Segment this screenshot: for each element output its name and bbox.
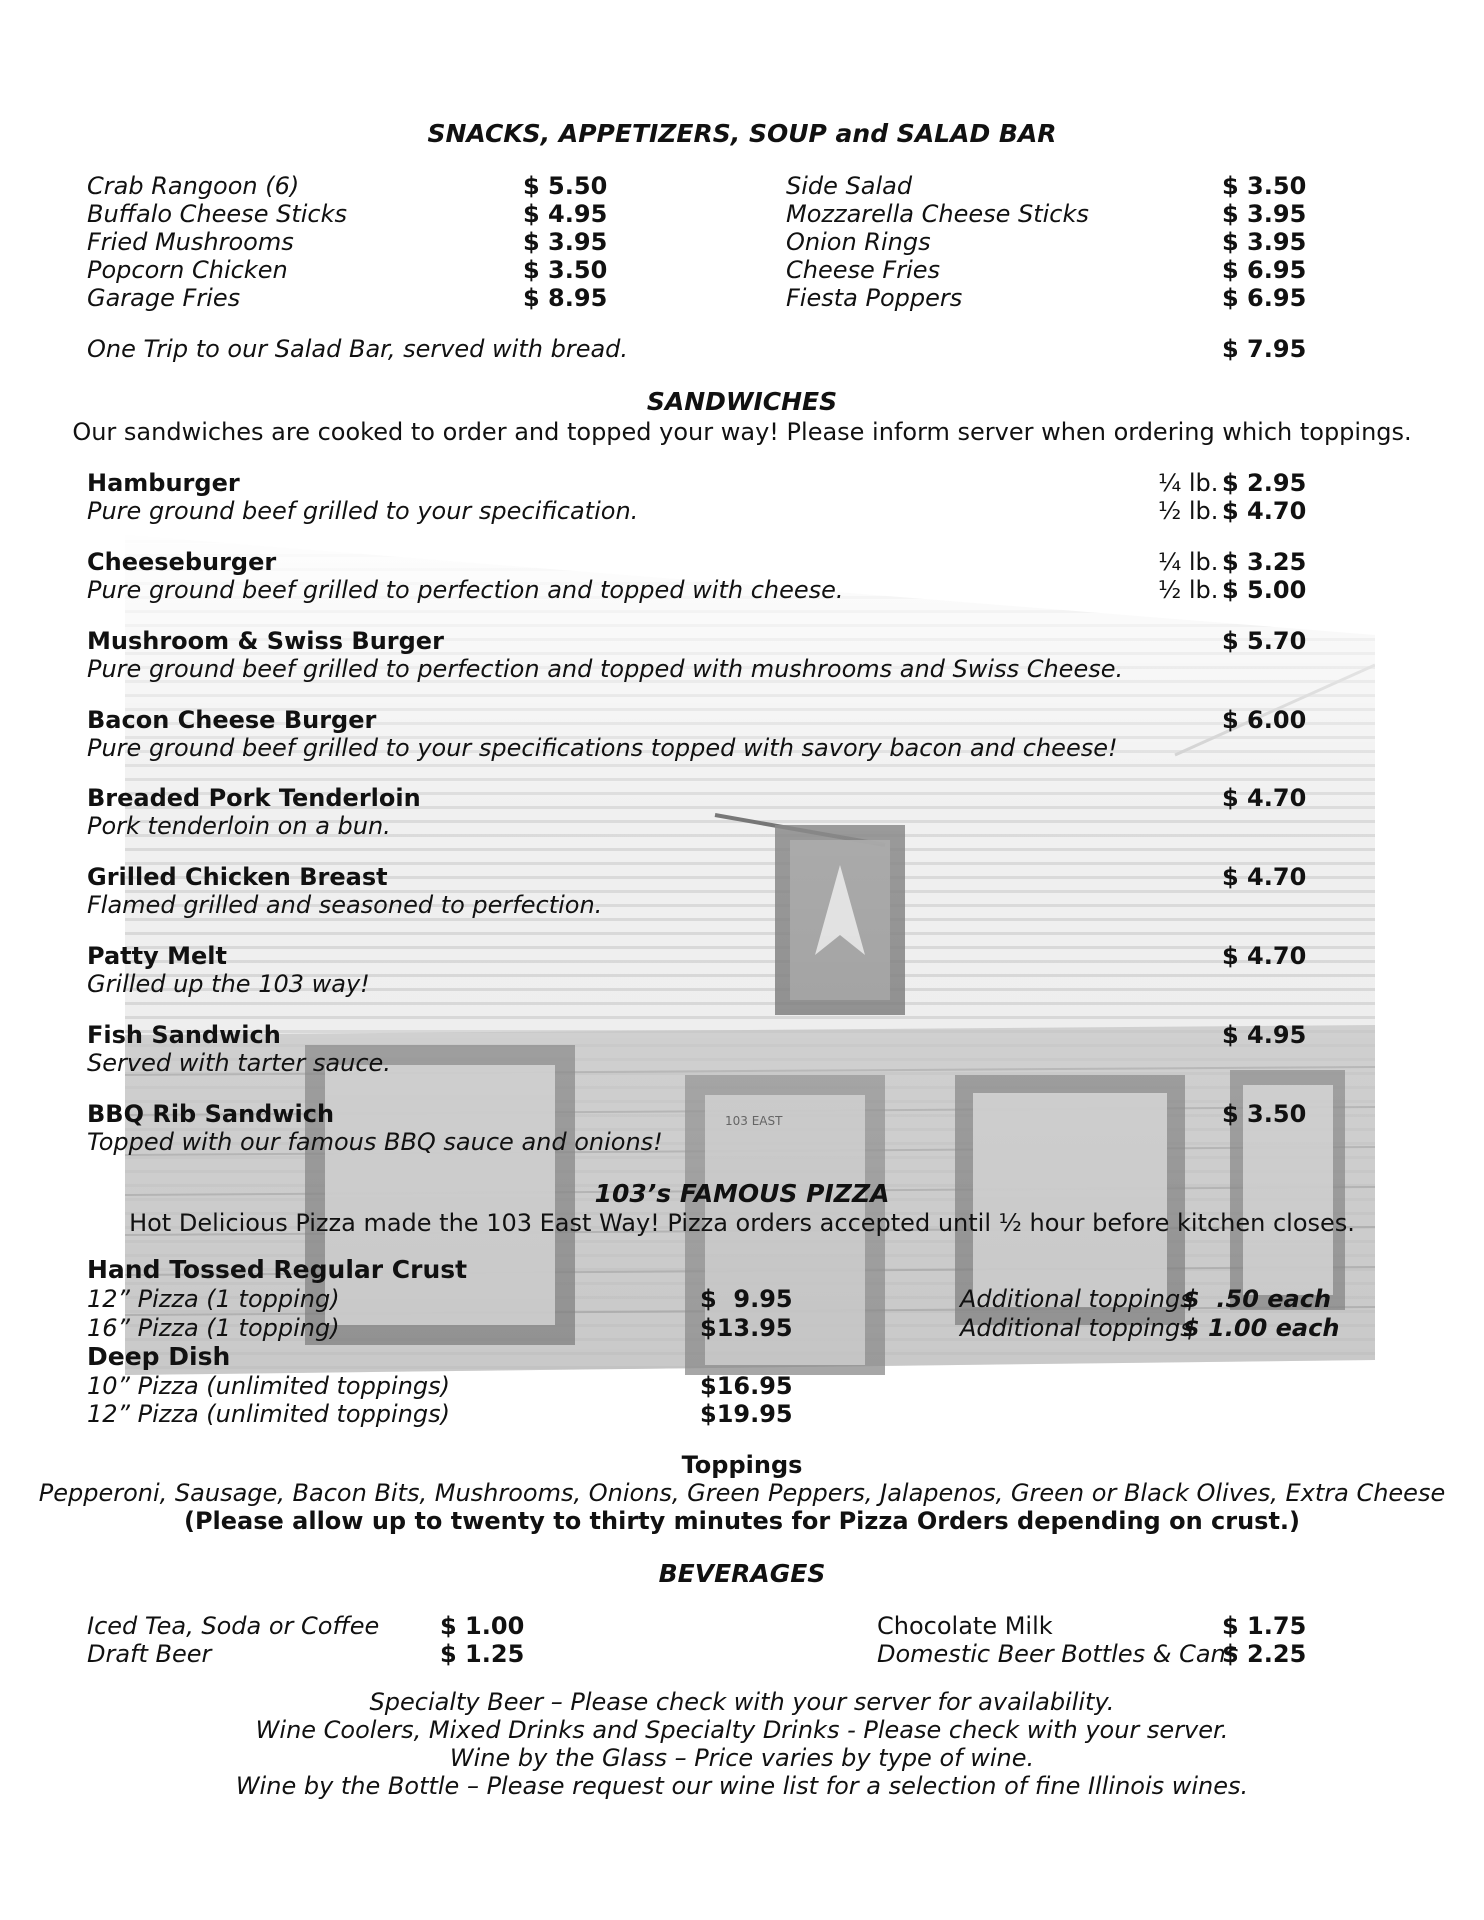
sandwich-price: $ 5.70 <box>1222 627 1307 655</box>
beverages-heading: BEVERAGES <box>658 1559 826 1588</box>
snack-item-name: Mozzarella Cheese Sticks <box>786 200 1089 228</box>
sandwich-price: $ 6.00 <box>1222 706 1307 734</box>
snack-item-name: Garage Fries <box>87 284 241 312</box>
sandwich-desc: Pure ground beef grilled to your specification. <box>87 497 639 525</box>
sandwich-desc: Pork tenderloin on a bun. <box>87 812 391 840</box>
hand-tossed-label: Hand Tossed Regular Crust <box>87 1255 468 1284</box>
sandwich-price: $ 5.00 <box>1222 576 1307 604</box>
salad-bar-price: $ 7.95 <box>1222 335 1307 363</box>
beverage-name: Draft Beer <box>87 1640 212 1668</box>
beverage-name: Iced Tea, Soda or Coffee <box>87 1612 380 1640</box>
sandwich-name: Mushroom & Swiss Burger <box>87 627 444 655</box>
snack-item-price: $ 4.95 <box>523 200 608 228</box>
beverage-price: $ 2.25 <box>1222 1640 1307 1668</box>
snack-item-name: Onion Rings <box>786 228 931 256</box>
beverage-price: $ 1.75 <box>1222 1612 1307 1640</box>
sandwich-desc: Grilled up the 103 way! <box>87 970 370 998</box>
pizza-item-price: $16.95 <box>700 1372 793 1400</box>
snack-item-price: $ 6.95 <box>1222 256 1307 284</box>
snack-item-name: Fiesta Poppers <box>786 284 963 312</box>
pizza-item-price: $13.95 <box>700 1314 793 1342</box>
beverage-note: Specialty Beer – Please check with your server for availability. <box>369 1688 1115 1716</box>
pizza-extra-label: Additional toppings <box>960 1285 1193 1313</box>
snack-item-name: Side Salad <box>786 172 913 200</box>
sandwich-desc: Flamed grilled and seasoned to perfection. <box>87 891 603 919</box>
pizza-item-price: $ 9.95 <box>700 1285 793 1313</box>
sandwich-price: $ 4.70 <box>1222 863 1307 891</box>
sandwiches-intro: Our sandwiches are cooked to order and topped your way! Please inform server when ordering which toppings. <box>72 418 1412 446</box>
sandwich-desc: Pure ground beef grilled to perfection and topped with cheese. <box>87 576 844 604</box>
pizza-item-name: 12” Pizza (unlimited toppings) <box>87 1400 451 1428</box>
pizza-extra-price: $ 1.00 each <box>1183 1314 1340 1342</box>
pizza-extra-price: $ .50 each <box>1183 1285 1332 1313</box>
snack-item-price: $ 3.50 <box>523 256 608 284</box>
sandwich-desc: Pure ground beef grilled to your specifications topped with savory bacon and cheese! <box>87 734 1118 762</box>
sandwich-price: $ 4.70 <box>1222 497 1307 525</box>
beverage-price: $ 1.25 <box>440 1640 525 1668</box>
snack-item-name: Popcorn Chicken <box>87 256 288 284</box>
sandwich-size: ¼ lb. <box>1158 469 1219 497</box>
snacks-heading: SNACKS, APPETIZERS, SOUP and SALAD BAR <box>427 119 1057 148</box>
snack-item-price: $ 3.95 <box>1222 228 1307 256</box>
snack-item-price: $ 5.50 <box>523 172 608 200</box>
pizza-item-name: 12” Pizza (1 topping) <box>87 1285 340 1313</box>
snack-item-price: $ 6.95 <box>1222 284 1307 312</box>
sandwich-name: Fish Sandwich <box>87 1021 281 1049</box>
pizza-item-price: $19.95 <box>700 1400 793 1428</box>
pizza-heading: 103’s FAMOUS PIZZA <box>594 1179 890 1208</box>
toppings-label: Toppings <box>681 1451 803 1479</box>
sandwich-size: ¼ lb. <box>1158 548 1219 576</box>
pizza-extra-label: Additional toppings <box>960 1314 1193 1342</box>
snack-item-price: $ 3.95 <box>523 228 608 256</box>
sandwich-price: $ 3.25 <box>1222 548 1307 576</box>
sandwich-desc: Topped with our famous BBQ sauce and onions! <box>87 1128 663 1156</box>
sandwich-name: Cheeseburger <box>87 548 277 576</box>
snack-item-price: $ 8.95 <box>523 284 608 312</box>
beverage-note: Wine Coolers, Mixed Drinks and Specialty Drinks - Please check with your server. <box>255 1716 1229 1744</box>
sandwich-price: $ 2.95 <box>1222 469 1307 497</box>
pizza-item-name: 10” Pizza (unlimited toppings) <box>87 1372 451 1400</box>
beverage-note: Wine by the Bottle – Please request our wine list for a selection of fine Illinois wines. <box>235 1772 1249 1800</box>
sandwich-name: Bacon Cheese Burger <box>87 706 377 734</box>
sandwich-size: ½ lb. <box>1158 497 1219 525</box>
sandwich-price: $ 4.70 <box>1222 784 1307 812</box>
pizza-note: (Please allow up to twenty to thirty minutes for Pizza Orders depending on crust.) <box>183 1507 1300 1535</box>
beverage-price: $ 1.00 <box>440 1612 525 1640</box>
snack-item-name: Crab Rangoon (6) <box>87 172 300 200</box>
snack-item-price: $ 3.50 <box>1222 172 1307 200</box>
beverage-name: Chocolate Milk <box>877 1612 1053 1640</box>
snack-item-name: Fried Mushrooms <box>87 228 294 256</box>
sandwich-name: Hamburger <box>87 469 240 497</box>
deep-dish-label: Deep Dish <box>87 1342 231 1371</box>
snack-item-name: Buffalo Cheese Sticks <box>87 200 347 228</box>
sandwich-desc: Served with tarter sauce. <box>87 1049 391 1077</box>
toppings-list: Pepperoni, Sausage, Bacon Bits, Mushrooms, Onions, Green Peppers, Jalapenos, Green or Black Olives, Extra Cheese <box>38 1479 1446 1507</box>
sandwich-desc: Pure ground beef grilled to perfection and topped with mushrooms and Swiss Cheese. <box>87 655 1124 683</box>
sandwich-price: $ 3.50 <box>1222 1100 1307 1128</box>
pizza-intro: Hot Delicious Pizza made the 103 East Way! Pizza orders accepted until ½ hour before kitchen closes. <box>129 1209 1355 1237</box>
sandwich-size: ½ lb. <box>1158 576 1219 604</box>
sandwich-name: BBQ Rib Sandwich <box>87 1100 335 1128</box>
sandwich-price: $ 4.70 <box>1222 942 1307 970</box>
sandwich-price: $ 4.95 <box>1222 1021 1307 1049</box>
salad-bar-name: One Trip to our Salad Bar, served with bread. <box>87 335 629 363</box>
sandwich-name: Grilled Chicken Breast <box>87 863 388 891</box>
beverage-note: Wine by the Glass – Price varies by type of wine. <box>449 1744 1035 1772</box>
snack-item-name: Cheese Fries <box>786 256 941 284</box>
pizza-item-name: 16” Pizza (1 topping) <box>87 1314 340 1342</box>
sandwich-name: Patty Melt <box>87 942 227 970</box>
sandwich-name: Breaded Pork Tenderloin <box>87 784 421 812</box>
sandwiches-heading: SANDWICHES <box>646 387 838 416</box>
beverage-name: Domestic Beer Bottles & Cans <box>877 1640 1239 1668</box>
snack-item-price: $ 3.95 <box>1222 200 1307 228</box>
